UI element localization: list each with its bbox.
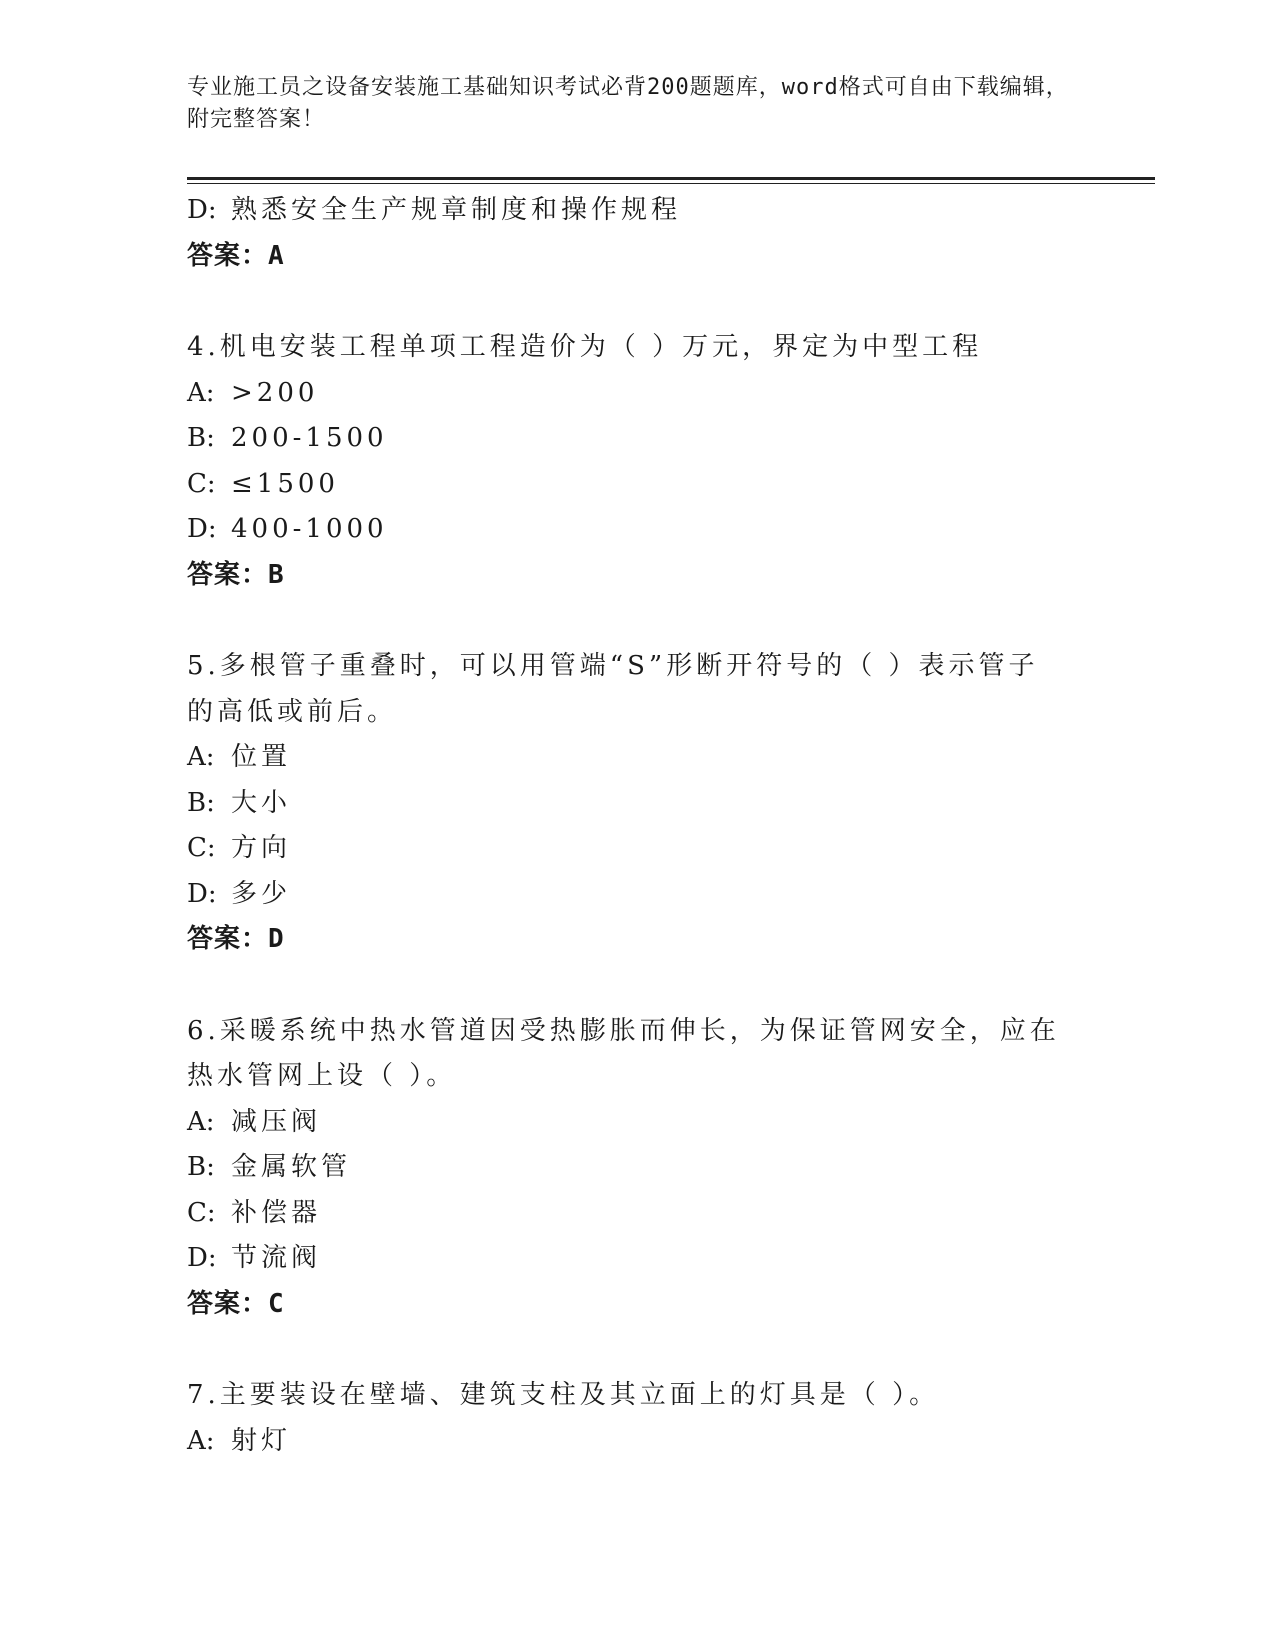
option-text: 熟悉安全生产规章制度和操作规程 xyxy=(231,195,682,225)
question-list xyxy=(187,188,1087,1464)
option-d xyxy=(187,507,1087,553)
option-key: D: xyxy=(187,195,217,225)
option-key: B: xyxy=(187,423,215,453)
option-text: >200 xyxy=(231,377,319,408)
option-b xyxy=(187,1145,1087,1191)
option-d xyxy=(187,188,1087,234)
option-text: 减压阀 xyxy=(231,1106,322,1137)
question-stem: 5.多根管子重叠时，可以用管端“S”形断开符号的（ ）表示管子的高低或前后。 xyxy=(187,651,1039,727)
option-text: 400-1000 xyxy=(231,514,388,544)
header-divider-thick xyxy=(187,177,1155,180)
option-a xyxy=(187,1100,1087,1146)
option-text: 补偿器 xyxy=(231,1197,322,1228)
option-a xyxy=(187,1419,1087,1465)
option-key: C: xyxy=(187,1197,216,1228)
option-text: 金属软管 xyxy=(231,1152,352,1182)
question-stem: 4.机电安装工程单项工程造价为（ ）万元，界定为中型工程 xyxy=(187,332,983,362)
answer-line: 答案：A xyxy=(187,240,285,271)
option-b xyxy=(187,781,1087,827)
option-key: A: xyxy=(187,377,215,408)
option-key: B: xyxy=(187,1152,215,1182)
option-text: 大小 xyxy=(231,787,292,818)
question-stem: 6.采暖系统中热水管道因受热膨胀而伸长，为保证管网安全，应在热水管网上设（ ）。 xyxy=(187,1015,1060,1091)
option-d xyxy=(187,872,1087,918)
question-stem: 7.主要装设在壁墙、建筑支柱及其立面上的灯具是（ ）。 xyxy=(187,1380,940,1410)
option-key: B: xyxy=(187,787,215,818)
option-key: D: xyxy=(187,878,217,909)
option-text: ≤1500 xyxy=(231,468,339,499)
option-c xyxy=(187,462,1087,508)
answer-line: 答案：C xyxy=(187,1288,285,1319)
document-header: 专业施工员之设备安装施工基础知识考试必背200题题库，word格式可自由下载编辑，附完整答案！ xyxy=(187,75,1069,132)
option-text: 射灯 xyxy=(231,1425,292,1456)
answer-line: 答案：D xyxy=(187,924,285,954)
option-key: D: xyxy=(187,1243,217,1273)
option-text: 方向 xyxy=(231,833,292,863)
option-key: A: xyxy=(187,742,215,772)
option-text: 200-1500 xyxy=(231,423,388,453)
option-text: 节流阀 xyxy=(231,1243,322,1273)
option-c xyxy=(187,1191,1087,1237)
answer-line: 答案：B xyxy=(187,559,285,590)
option-key: A: xyxy=(187,1106,215,1137)
option-b xyxy=(187,416,1087,462)
option-key: C: xyxy=(187,468,216,499)
option-c xyxy=(187,826,1087,872)
option-text: 位置 xyxy=(231,742,292,772)
option-a xyxy=(187,371,1087,417)
option-key: D: xyxy=(187,514,217,544)
option-d xyxy=(187,1236,1087,1282)
option-text: 多少 xyxy=(231,878,292,909)
option-key: C: xyxy=(187,833,216,863)
option-a xyxy=(187,735,1087,781)
header-divider-thin xyxy=(187,183,1155,184)
option-key: A: xyxy=(187,1425,215,1456)
